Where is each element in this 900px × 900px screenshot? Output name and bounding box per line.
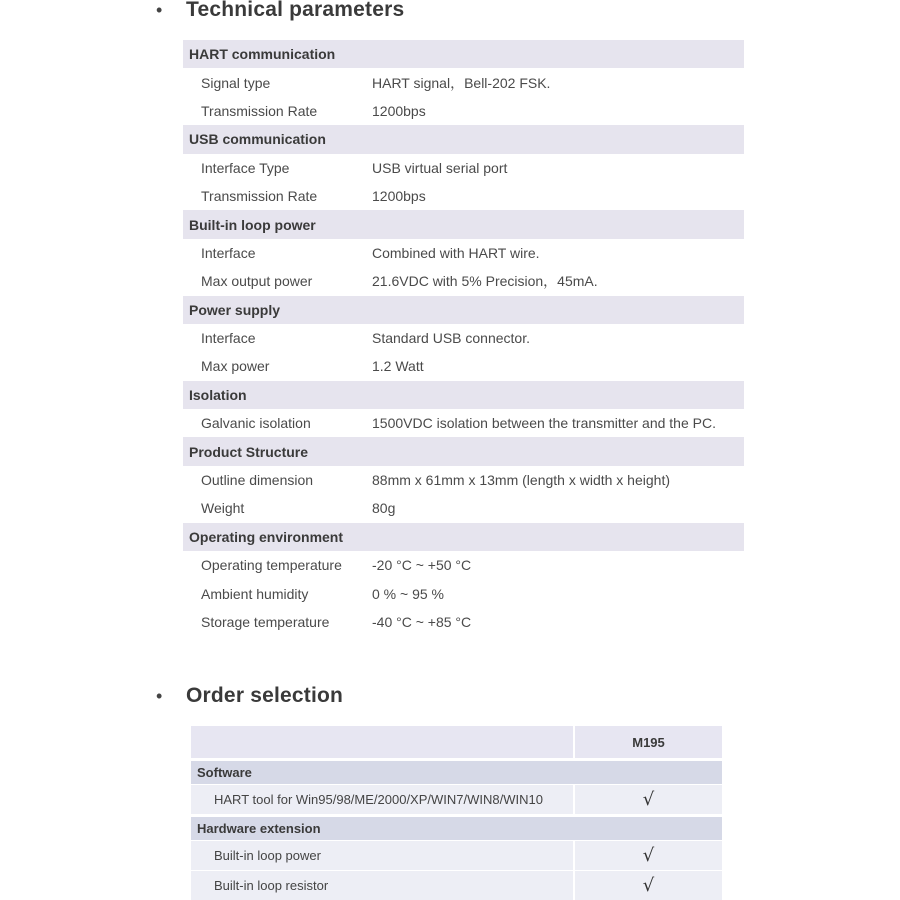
order-selection-table — [191, 726, 722, 900]
parameter-row — [183, 579, 744, 607]
order-group-row: Software — [191, 761, 722, 784]
parameter-name: Interface — [201, 244, 256, 261]
parameter-value: Combined with HART wire. — [372, 244, 540, 261]
order-selection-heading — [156, 683, 343, 709]
parameter-row — [183, 494, 744, 522]
parameter-row — [183, 267, 744, 295]
parameter-name: Galvanic isolation — [201, 415, 311, 432]
parameter-value: 1200bps — [372, 102, 426, 119]
parameter-name: Transmission Rate — [201, 102, 318, 119]
group-header-row: Product Structure — [183, 437, 744, 465]
order-item-row — [191, 841, 722, 870]
parameter-row — [183, 466, 744, 494]
parameter-row — [183, 68, 744, 96]
parameter-row — [183, 97, 744, 125]
parameter-name: Max power — [201, 358, 270, 375]
model-column-header: M195 — [632, 734, 665, 750]
parameter-value: 1200bps — [372, 188, 426, 205]
parameter-row — [183, 551, 744, 579]
parameter-name: Signal type — [201, 74, 271, 91]
group-header-row: USB communication — [183, 125, 744, 153]
parameter-value: 21.6VDC with 5% Precision，45mA. — [372, 273, 598, 290]
parameter-name: Ambient humidity — [201, 585, 309, 602]
order-item-label: Built-in loop power — [191, 841, 575, 870]
parameter-row — [183, 608, 744, 636]
parameter-name: Interface — [201, 330, 256, 347]
order-group-row: Hardware extension — [191, 817, 722, 840]
technical-parameters-table — [183, 40, 744, 636]
parameter-row — [183, 182, 744, 210]
parameter-name: Interface Type — [201, 159, 290, 176]
parameter-row — [183, 239, 744, 267]
parameter-row — [183, 154, 744, 182]
group-header-row: HART communication — [183, 40, 744, 68]
checkmark-icon: √ — [575, 841, 722, 870]
technical-parameters-heading — [156, 0, 404, 23]
parameter-value: 1500VDC isolation between the transmitter and the PC. — [372, 415, 716, 432]
group-header-row: Operating environment — [183, 523, 744, 551]
order-item-label: Built-in loop resistor — [191, 871, 575, 900]
parameter-row — [183, 324, 744, 352]
section-title: Order selection — [186, 684, 344, 707]
parameter-row — [183, 409, 744, 437]
order-item-row — [191, 785, 722, 814]
order-table-header — [191, 726, 722, 758]
checkmark-icon: √ — [575, 785, 722, 814]
order-header-blank — [191, 726, 575, 758]
parameter-name: Max output power — [201, 273, 313, 290]
parameter-value: USB virtual serial port — [372, 159, 508, 176]
parameter-name: Outline dimension — [201, 472, 314, 489]
order-item-label: HART tool for Win95/98/ME/2000/XP/WIN7/WIN8/WIN10 — [191, 785, 575, 814]
parameter-name: Storage temperature — [201, 614, 330, 630]
parameter-value: 88mm x 61mm x 13mm (length x width x height) — [372, 472, 670, 489]
parameter-name: Weight — [201, 500, 245, 517]
parameter-value: 80g — [372, 500, 396, 517]
parameter-row — [183, 352, 744, 380]
parameter-name: Operating temperature — [201, 557, 342, 574]
bullet-icon: • — [156, 685, 163, 706]
bullet-icon: • — [156, 0, 163, 20]
order-item-row — [191, 871, 722, 900]
parameter-value: 0 % ~ 95 % — [372, 585, 444, 602]
parameter-value: HART signal，Bell-202 FSK. — [372, 74, 551, 91]
parameter-value: 1.2 Watt — [372, 358, 424, 375]
parameter-name: Transmission Rate — [201, 188, 318, 205]
checkmark-icon: √ — [575, 871, 722, 900]
group-header-row: Isolation — [183, 381, 744, 409]
section-title: Technical parameters — [186, 0, 405, 21]
parameter-value: -20 °C ~ +50 °C — [372, 557, 472, 574]
parameter-value: -40 °C ~ +85 °C — [372, 614, 472, 630]
group-header-row: Power supply — [183, 296, 744, 324]
parameter-value: Standard USB connector. — [372, 330, 530, 347]
group-header-row: Built-in loop power — [183, 210, 744, 238]
